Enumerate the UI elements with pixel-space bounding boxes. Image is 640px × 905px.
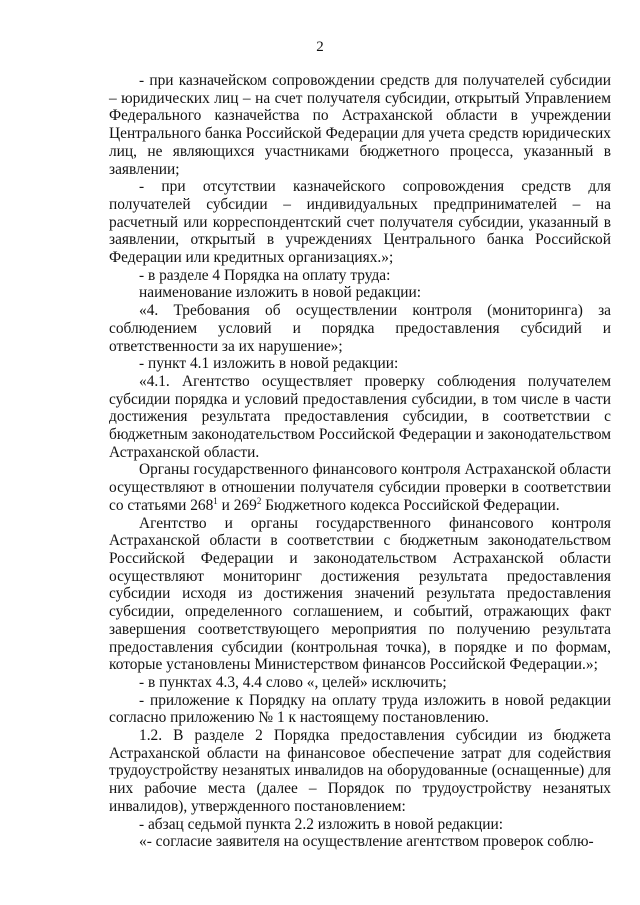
superscript-1: 1 xyxy=(213,495,218,506)
paragraph-no-treasury-entrepreneurs: - при отсутствии казначейского сопровождения средств для получателей субсидии – индивидуальных предпринимателей – на расчетный или корреспондентский счет получателя субсидии, указанный в заявлении, открытый в учреждениях Центрального банка Российской Федерации или кредитных организациях.»; xyxy=(109,178,611,267)
paragraph-abzac-7: - абзац седьмой пункта 2.2 изложить в новой редакции: xyxy=(139,815,503,833)
page-number: 2 xyxy=(316,39,324,55)
paragraph-financial-control-bodies xyxy=(109,461,611,514)
body-text xyxy=(109,72,611,851)
paragraph-financial-control-tail: Бюджетного кодекса Российской Федерации. xyxy=(261,496,560,514)
paragraph-agency-checks: «4.1. Агентство осуществляет проверку соблюдения получателем субсидии порядка и условий предоставления субсидии, в том числе в части достижения результата предоставления субсидии, в соответствии с бюджетным законодательством Российской Федерации и законодательством Астраханской области. xyxy=(109,372,611,461)
paragraph-section-4-title: «4. Требования об осуществлении контроля (мониторинга) за соблюдением условий и порядка предоставления субсидий и ответственности за их нарушение»; xyxy=(109,302,611,355)
paragraph-title-new-edition: наименование изложить в новой редакции: xyxy=(139,284,422,302)
paragraph-appendix: - приложение к Порядку на оплату труда изложить в новой редакции согласно приложению № 1 к настоящему постановлению. xyxy=(109,691,611,727)
paragraph-section-4: - в разделе 4 Порядка на оплату труда: xyxy=(139,266,391,284)
paragraph-points-4-3-4-4: - в пунктах 4.3, 4.4 слово «, целей» исключить; xyxy=(139,673,447,691)
paragraph-treasury-legal-entities: - при казначейском сопровождении средств для получателей субсидии – юридических лиц – на счет получателя субсидии, открытый Управлением Федерального казначейства по Астраханской области в учреждении Центрального банка Российской Федерации для учета средств юридических лиц, не являющихся участниками бюджетного процесса, указанный в заявлении; xyxy=(109,72,611,178)
paragraph-financial-control-mid: и 269 xyxy=(217,496,257,514)
paragraph-point-4-1: - пункт 4.1 изложить в новой редакции: xyxy=(139,355,399,373)
superscript-2: 2 xyxy=(256,495,262,506)
paragraph-financial-control-text: Органы государственного финансового контроля Астраханской области осуществляют в отношении получателя субсидии проверки в соответствии со статьями 268 xyxy=(109,461,611,514)
paragraph-monitoring: Агентство и органы государственного финансового контроля Астраханской области в соответствии с бюджетным законодательством Российской Федерации и законодательством Астраханской области осуществляют мониторинг достижения результата предоставления субсидии исходя из достижения значений результата предоставления субсидии, определенного соглашением, и событий, отражающих факт завершения соответствующего мероприятия по получению результата предоставления субсидии (контрольная точка), в порядке и по формам, которые установлены Министерством финансов Российской Федерации.»; xyxy=(109,514,611,674)
paragraph-consent: «- согласие заявителя на осуществление агентством проверок соблю- xyxy=(139,833,594,851)
paragraph-1-2: 1.2. В разделе 2 Порядка предоставления субсидии из бюджета Астраханской области на финансовое обеспечение затрат для содействия трудоустройству незанятых инвалидов на оборудованные (оснащенные) для них рабочие места (далее – Порядок по трудоустройству незанятых инвалидов), утвержденного постановлением: xyxy=(109,727,611,815)
